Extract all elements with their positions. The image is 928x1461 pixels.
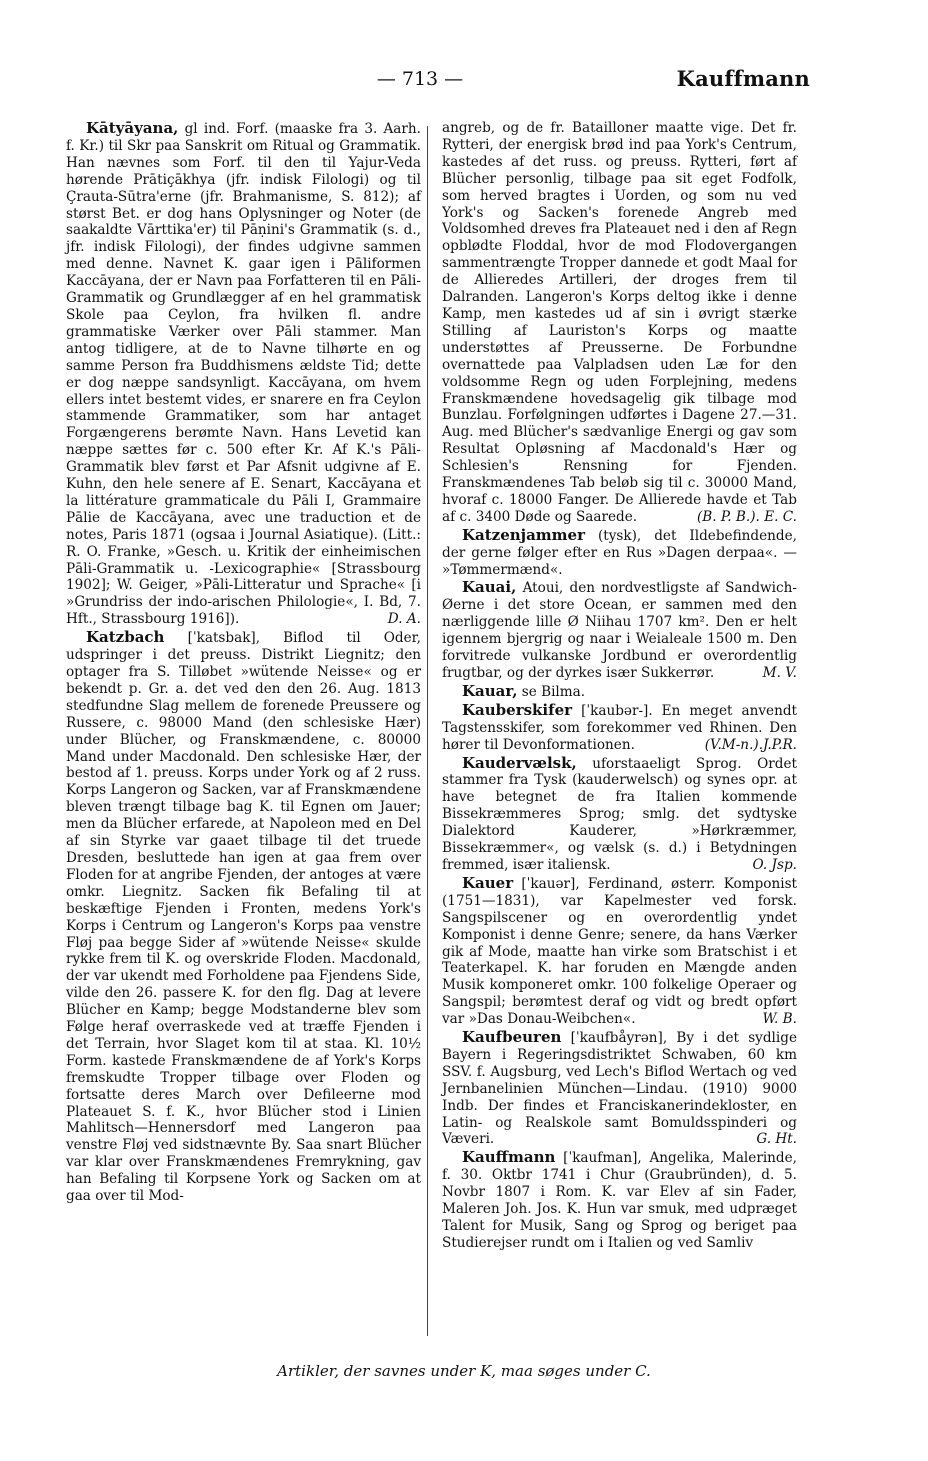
entry-headword: Kaufbeuren: [462, 1028, 562, 1047]
entry-text: gl ind. Forf. (maaske fra 3. Aarh. f. Kr.) til Skr paa Sanskrit om Ritual og Grammatik. Han nævnes som Forf. til den til Yajur-Veda hørende Prātiçākhya (jfr. indisk Filologi) og til Çrauta-Sūtra'erne (jfr. Brahmanisme, S. 812); af størst Bet. er dog hans Oplysninger og Noter (de saakaldte Vārttika'er) til Pāṇini's Grammatik (s. d., jfr. indisk Filologi), der findes udgivne sammen med denne. Navnet K. gaar igen i Pāliformen Kaccāyana, der er Navn paa Forfatteren til en Pāli-Grammatik og Grundlægger af en hel grammatisk Skole paa Ceylon, fra hvilken fl. andre grammatiske Værker over Pāli stammer. Man antog tidligere, at de to Navne tilhørte en og samme Person fra Buddhismens ældste Tid; dette er dog næppe sandsynligt. Kaccāyana, om hvem ellers intet bestemt vides, er snarere en fra Ceylon stammende Grammatiker, som har antaget Forgængerens berømte Navn. Hans Levetid kan næppe sættes før c. 500 efter Kr. Af K.'s Pāli-Grammatik blev først et Par Afsnit udgivne af E. Kuhn, den hele senere af E. Senart, Kaccāyana et la littérature grammaticale du Pāli I, Grammaire Pālie de Kaccāyana, avec une traduction et de notes, Paris 1871 (ogsaa i Journal Asiatique). (Litt.: R. O. Franke, »Gesch. u. Kritik der einheimischen Pāli-Grammatik u. -Lexicographie« [Strassbourg 1902]; W. Geiger, »Pāli-Litteratur und Sprache« [i »Grundriss der indo-arischen Philologie«, I. Bd, 7. Hft., Strassbourg 1916]).: [66, 121, 421, 628]
entry-kauer: [442, 875, 797, 1028]
column-divider: [427, 126, 428, 1336]
entry-text: [ˈkaufman], Angelika, Malerinde, f. 30. Oktbr 1741 i Chur (Graubründen), d. 5. Novbr 1807 i Rom. K. var Elev af sin Fader, Maleren Joh. Jos. K. Hun var smuk, med udpræget Talent for Musik, Sang og Sprog og beriget paa Studierejser rundt om i Italien og ved Samliv: [442, 1150, 797, 1251]
page-header: [0, 64, 928, 98]
entry-katzbach: [66, 629, 421, 1205]
entry-signature: G. Ht.: [756, 1131, 797, 1148]
entry-text: [ˈkatsbak], Biflod til Oder, udspringer i det preuss. Distrikt Liegnitz; den optager fra S. Tilløbet »wütende Neisse« og er bekendt p. Gr. a. det ved den den 26. Aug. 1813 stedfundne Slag mellem de forenede Preussere og Russere, c. 98000 Mand (den schlesiske Hær) under Blücher, og Franskmændene, c. 80000 Mand under Macdonald. Den schlesiske Hær, der bestod af 1. preuss. Korps under York og af 2 russ. Korps Langeron og Sacken, var af Franskmændene bleven trængt tilbage bag K. til Egnen om Jauer; men da Blücher erfarede, at Napoleon med en Del af sin Styrke var gaaet tilbage til det truede Dresden, besluttede han igen at gaa frem over Floden for at angribe Fjenden, der antoges at være omkr. Liegnitz. Sacken fik Befaling til at beskæftige Fjenden i Fronten, medens York's Korps i Centrum og Langeron's Korps paa venstre Fløj paa begge Sider af »wütende Neisse« skulde rykke frem til K. og overskride Floden. Macdonald, der var ukendt med Forholdene paa Fjendens Side, vilde den 26. passere K. for den flg. Dag at levere Blücher en Kamp; begge Modstanderne blev som Følge heraf overraskede ved at træffe Fjenden i det Terrain, hvor Slaget kom til at staa. Kl. 10½ Form. kastede Franskmændene de af York's Korps fremskudte Tropper tilbage over Floden og fortsatte deres March over Defileerne mod Plateauet S. f. K., hvor Blücher stod i Linien Mahlitsch—Hennersdorf med Langeron paa venstre Fløj ved sidstnævnte By. Saa snart Blücher var klar over Franskmændenes Fremrykning, gav han Befaling til Korpsene York og Sacken om at gaa over til Mod-: [66, 630, 421, 1205]
entry-signature: O. Jsp.: [752, 856, 797, 873]
entry-text: [ˈkaufbåyrən], By i det sydlige Bayern i Regeringsdistriktet Schwaben, 60 km SSV. f. Augsburg, ved Lech's Biflod Wertach og ved Jernbanelinien München—Lindau. (1910) 9000 Indb. Der findes et Franciskanerindekloster, en Latin- og Realskole samt Bomuldsspinderi og Væveri.: [442, 1030, 797, 1148]
entry-kauar: [442, 683, 797, 701]
entry-headword: Kauai,: [462, 578, 517, 597]
entry-headword: Katzenjammer: [462, 525, 585, 544]
entry-headword: Katzbach: [86, 628, 165, 647]
entry-headword: Kātyāyana,: [86, 119, 179, 137]
entry-headword: Kaudervælsk,: [462, 753, 577, 772]
entry-katzenjammer: [442, 527, 797, 579]
entry-headword: Kauffmann: [462, 1148, 556, 1167]
entry-kauffmann: [442, 1149, 797, 1251]
entry-kauai: [442, 579, 797, 681]
entry-signature: W. B.: [762, 1011, 797, 1028]
entry-headword: Kauer: [462, 873, 514, 892]
entry-text: angreb, og de fr. Batailloner maatte vige. Det fr. Rytteri, der energisk brød ind paa York's Centrum, kastedes af det russ. og preuss. Rytteri, ført af Blücher personlig, tilbage paa sit eget Fodfolk, som herved bragtes i Uorden, og som nu ved York's og Sacken's forenede Angreb med Voldsomhed dreves fra Plateauet ned i den af Regn opblødte Floddal, hvor de mod Flodovergangen sammentrængte Tropper dannede et godt Maal for de Allieredes Artilleri, der droges frem til Dalranden. Langeron's Korps deltog ikke i denne Kamp, men kastedes ud af sin i øvrigt stærke Stilling af Lauriston's Korps og maatte understøttes af Preusserne. De Forbundne overnattede paa Valpladsen uden Læ for den voldsomme Regn og uden Forplejning, medens Franskmændene hovedsagelig gik tilbage mod Bunzlau. Forfølgningen udførtes i Dagene 27.—31. Aug. med Blücher's sædvanlige Energi og gav som Resultat Opløsning af Macdonald's Hær og Schlesien's Rensning for Fjenden. Franskmændenes Tab beløb sig til c. 30000 Mand, hvoraf c. 18000 Fanger. De Allierede havde et Tab af c. 3400 Døde og Saarede.: [442, 120, 797, 525]
entry-signature: M. V.: [762, 665, 797, 681]
entry-katyayana: [66, 120, 421, 628]
left-column: [66, 120, 421, 1206]
entry-text: [ˈkaubər-]. En meget anvendt Tagstensskifer, som forekommer ved Rhinen. Den hører til Devonformationen.: [442, 702, 798, 753]
entry-kaufbeuren: [442, 1029, 797, 1148]
entry-signature: D. A.: [387, 611, 421, 628]
entry-kaudervaelsk: [442, 755, 797, 874]
footer-note: Artikler, der savnes under K, maa søges under C.: [277, 1362, 651, 1380]
entry-text: [ˈkauər], Ferdinand, østerr. Komponist (1751—1831), var Kapelmester ved forsk. Sangspilscener og en overordentlig yndet Komponist i denne Genre; senere, da hans Værker gik af Mode, maatte han virke som Bratschist i et Teaterkapel. K. har foruden en Mængde anden Musik komponeret omkr. 100 folkelige Operaer og Sangspil; berømtest deraf og vidt og bredt opført var »Das Donau-Weibchen«.: [442, 875, 798, 1028]
entry-text: Atoui, den nordvestligste af Sandwich-Øerne i det store Ocean, er sammen med den nærliggende lille Ø Niihau 1707 km². Den er helt igennem bjergrig og naar i Weialeale 1500 m. Den forvitrede vulkanske Jordbund er overordentlig frugtbar, og der dyrkes især Sukkerrør.: [442, 580, 797, 681]
entry-text: uforstaaeligt Sprog. Ordet stammer fra Tysk (kauderwelsch) og synes opr. at have betegnet de fra Italien kommende Bissekræmmeres Sprog; smlg. det sydtyske Dialektord Kauderer, »Hørkræmmer, Bissekræmmer«, og vælsk (s. d.) i Betydningen fremmed, især italiensk.: [442, 755, 797, 873]
entry-signature: (B. P. B.). E. C.: [696, 508, 797, 525]
entry-kauberskifer: [442, 702, 797, 754]
right-column: [442, 120, 797, 1253]
entry-headword: Kauberskifer: [462, 700, 573, 719]
entry-headword: Kauar,: [462, 681, 518, 700]
running-head: Kauffmann: [676, 66, 810, 91]
page-number: — 713 —: [376, 68, 464, 90]
entry-signature: (V.M-n.).J.P.R.: [704, 736, 797, 753]
entry-text: (tysk), det Ildebefindende, der gerne følger efter en Rus »Dagen derpaa«. — »Tømmermænd«.: [442, 527, 797, 578]
entry-text: se Bilma.: [521, 683, 586, 700]
entry-katzbach-continued: [442, 120, 797, 526]
